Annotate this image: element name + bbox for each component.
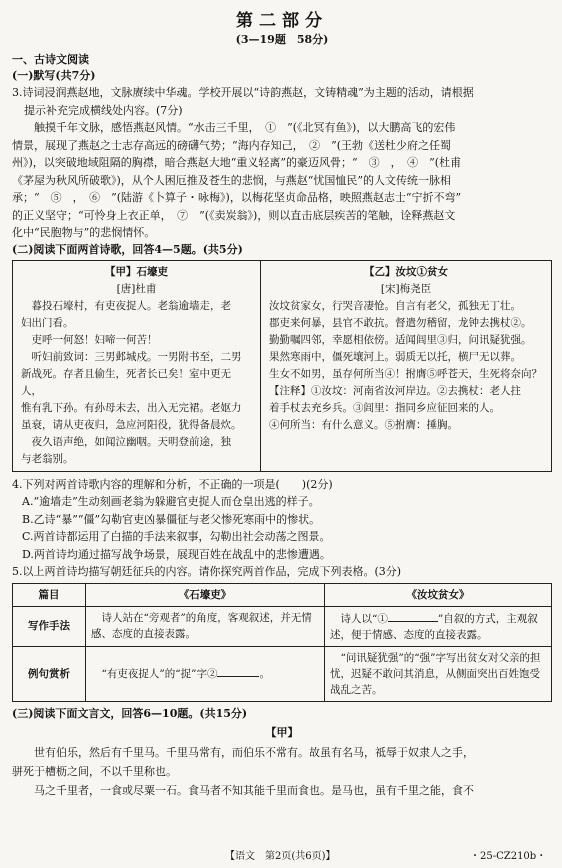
poem-line: 吏呼一何怒！妇啼一何苦！ [21,333,158,346]
prose-line: 马之千里者，一食或尽粟一石。食马者不知其能千里而食也。是马也，虽有千里之能，食不 [34,784,474,797]
poem-line: 与老翁别。 [21,452,74,465]
poem-line: 惟有乳下孙。有孙母未去，出入无完裙。老妪力 [21,401,242,414]
q3-line: 提示补充完成横线处内容。(7分) [24,103,183,117]
table-header: 《石壕吏》 [86,583,325,606]
subsection-heading: (一)默写(共7分) [12,69,96,82]
q4-stem: 4.下列对两首诗歌内容的理解和分析，不正确的一项是( )(2分) [12,477,333,491]
table-cell: “问讯疑犹强”的“强”字写出贫女对父亲的担忧，迟疑不敢问其消息，从侧面突出百姓饱受战乱之苦。 [325,646,552,701]
q4-option-a: A.“逾墙走”生动刻画老翁为躲避官吏捉人而仓皇出逃的样子。 [22,495,320,508]
cell-text: “有吏夜捉人”的“捉”字② [91,668,218,680]
table-cell [86,646,325,701]
poem-author: [宋]梅尧臣 [380,282,432,295]
table-header-row [13,583,552,606]
poem-line: 新战死。存者且偷生，死者长已矣！室中更无人， [21,367,231,397]
question-3 [12,84,552,242]
cell-text: 。 [259,668,270,680]
q4-option-c: C.两首诗都运用了白描的手法来叙事，勾勒出社会动荡之图景。 [22,530,331,543]
table-row [13,606,552,646]
table-header: 《汝坟贫女》 [325,583,552,606]
poem-line: 果然寒雨中，僵死壤河上。弱质无以托，横尸无以葬。 [268,350,521,363]
section-heading: 一、古诗文阅读 [12,53,89,66]
q5-table [12,583,552,702]
page-subtitle: (3—19题 58分) [235,33,329,46]
q3-line: 《茅屋为秋风所破歌》)，从个人困厄推及苍生的悲悯，与燕赵“忧国恤民”的人文传统一脉相 [12,173,452,187]
subsection-heading: (二)阅读下面两首诗歌，回答4—5题。(共5分) [12,242,243,256]
exam-page [12,6,552,800]
poem-note: ④何所当：有什么意义。⑤拊膺：捶胸。 [268,418,458,431]
q5-stem: 5.以上两首诗均描写朝廷征兵的内容。请你探究两首作品，完成下列表格。(3分) [12,565,402,578]
poem-line: 妇出门看。 [21,316,74,329]
poem-line: 生女不如男，虽存何所当④！拊膺⑤呼苍天，生死将奈向？ [268,367,542,380]
poem-line: 虽衰，请从吏夜归，急应河阳役，犹得备晨炊。 [21,418,242,431]
q3-line: 触摸千年文脉，感悟燕赵风情。“水击三千里， ① ”(《北冥有鱼》)，以大鹏高飞的宏伟 [12,121,456,134]
poem-a [13,261,261,471]
q3-line: 的正义坚守；“可怜身上衣正单， ⑦ ”(《卖炭翁》)，则以直击底层疾苦的笔触，诠释燕赵文 [12,208,456,222]
q3-line: 化中“民胞物与”的悲悯情怀。 [12,226,156,239]
passage-label: 【甲】 [265,725,299,739]
cell-text: 诗人以“① [330,612,388,625]
footer-code: ・25-CZ210b・ [470,851,547,862]
page-title: 第二部分 [236,11,328,31]
table-cell: 例句赏析 [13,646,86,701]
q4-option-b: B.乙诗“暴”“僵”勾勒官吏凶暴僵征与老父惨死寒雨中的惨状。 [22,512,321,526]
poem-title: 【甲】石壕吏 [104,265,168,278]
poem-line: 听妇前致词：三男邺城戍。一男附书至，二男 [21,350,242,363]
q3-line: 承；“ ⑤ ， ⑥ ”(陆游《卜算子・咏梅》)，以梅花坚贞命品格，映照燕赵志士“宁折不弯” [12,191,462,204]
footer-page-info: 【语文 第2页(共6页)】 [225,851,336,862]
table-header: 篇目 [13,583,86,606]
poem-note: 【注释】①汝坟：河南省汝河岸边。②去携杖：老人拄 [268,384,521,397]
poem-author: [唐]杜甫 [116,282,157,295]
poem-line: 暮投石壕村，有吏夜捉人。老翁逾墙走，老 [21,299,231,312]
poem-b [261,261,551,471]
q3-line: 情景，展现了燕赵之士志存高远的磅礴气势；“海内存知己， ② ”(王勃《送杜少府之任蜀 [12,138,452,152]
table-cell [325,606,552,646]
subsection-heading: (三)阅读下面文言文，回答6—10题。(共15分) [12,706,248,720]
prose-line: 骈死于槽枥之间，不以千里称也。 [12,765,177,778]
poem-line: 勤勤嘱四邻，幸愿相依傍。适闻闾里③归，问讯疑犹强。 [268,333,532,346]
poem-line: 郡吏来何暴，县官不敢抗。督遣勿稽留，龙钟去携杖②。 [268,316,532,329]
prose-line: 世有伯乐，然后有千里马。千里马常有，而伯乐不常有。故虽有名马，祗辱于奴隶人之手， [34,746,474,759]
q4-option-d: D.两首诗均通过描写战争场景，展现百姓在战乱中的悲惨遭遇。 [22,547,331,561]
answer-blank[interactable] [388,610,438,622]
poem-note: 着手杖去充乡兵。③闾里：指同乡应征回来的人。 [268,401,500,414]
table-cell: 写作手法 [13,606,86,646]
answer-blank[interactable] [217,665,259,677]
q3-line: 州》)，以突破地域阻隔的胸襟，暗合燕赵大地“重义轻离”的豪迈风骨；“ ③ ， ④ ”(杜甫 [12,156,462,169]
poem-title: 【乙】汝坟①贫女 [363,265,448,278]
poem-line: 汝坟贫家女，行哭音凄怆。自言有老父，孤独无丁壮。 [268,299,521,312]
table-row [13,646,552,701]
table-cell: 诗人站在“旁观者”的角度，客观叙述，并无情感、态度的直接表露。 [86,606,325,646]
poem-box [12,260,552,472]
cell-text: ”自叙的方式，主观叙述，便于情感、态度的直接表露。 [330,612,538,641]
poem-line: 夜久语声绝，如闻泣幽咽。天明登前途，独 [21,435,231,448]
question-4 [12,476,552,564]
q3-line: 3.诗词浸润燕赵地，文脉赓续中华魂。学校开展以“诗韵燕赵，文铸精魂”为主题的活动，请根据 [12,86,474,99]
